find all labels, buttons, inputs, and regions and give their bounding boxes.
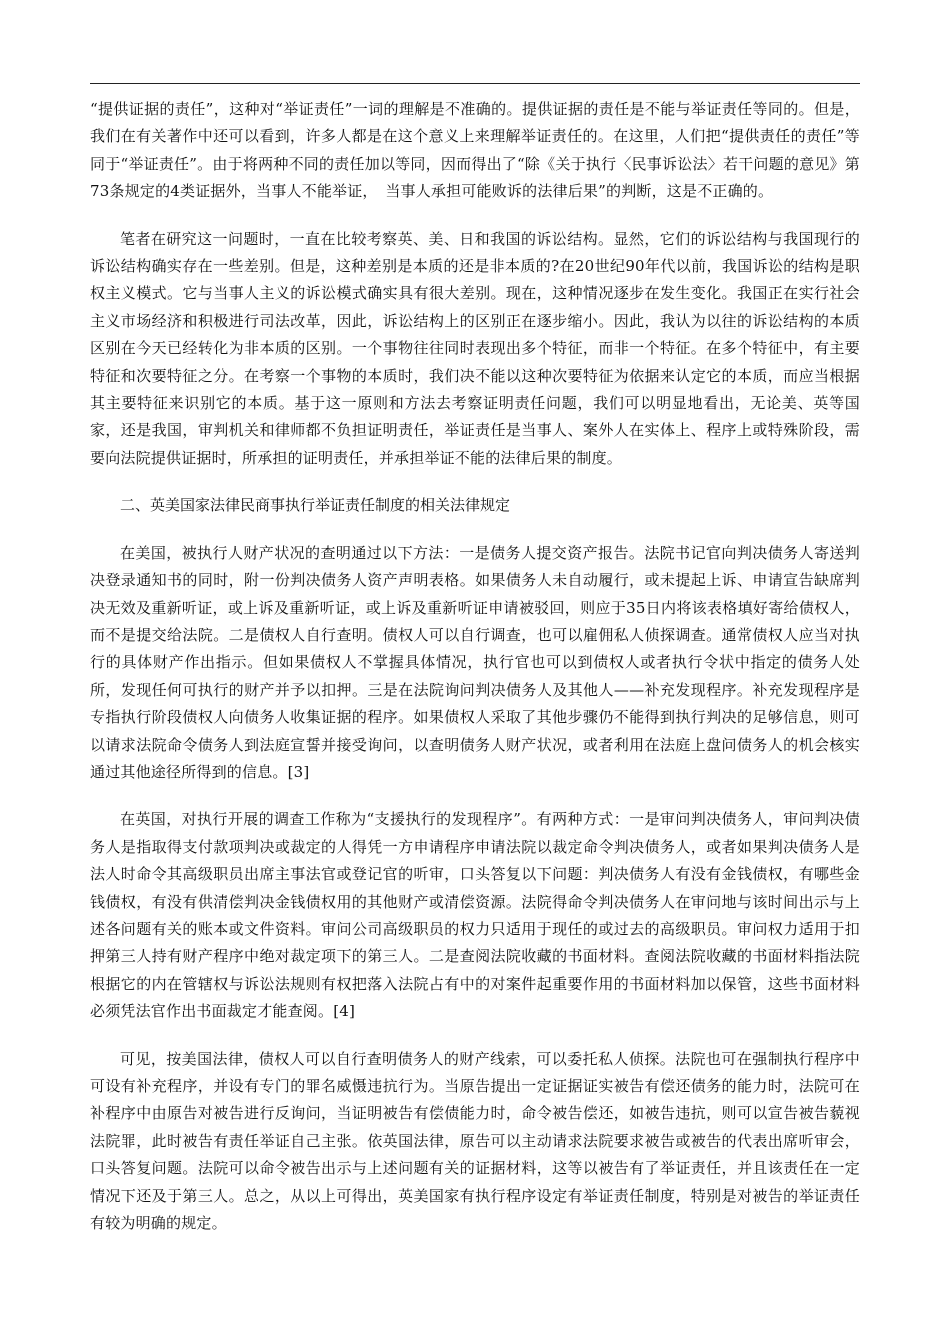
paragraph-2: 笔者在研究这一问题时，一直在比较考察英、美、日和我国的诉讼结构。显然，它们的诉讼结构与我国现行的诉讼结构确实存在一些差别。但是，这种差别是本质的还是非本质的?在20世纪90年代以前，我国诉讼的结构是职权主义模式。它与当事人主义的诉讼模式确实具有很大差别。现在，这种情况逐步在发生变化。我国正在实行社会主义市场经济和积极进行司法改革，因此，诉讼结构上的区别正在逐步缩小。因此，我认为以往的诉讼结构的本质区别在今天已经转化为非本质的区别。一个事物往往同时表现出多个特征，而非一个特征。在多个特征中，有主要特征和次要特征之分。在考察一个事物的本质时，我们决不能以这种次要特征为依据来认定它的本质，而应当根据其主要特征来识别它的本质。基于这一原则和方法去考察证明责任问题，我们可以明显地看出，无论美、英等国家，还是我国，审判机关和律师都不负担证明责任，举证责任是当事人、案外人在实体上、程序上或特殊阶段，需要向法院提供证据时，所承担的证明责任，并承担举证不能的法律后果的制度。 [90,229,860,467]
paragraph-5: 可见，按美国法律，债权人可以自行查明债务人的财产线索，可以委托私人侦探。法院也可在强制执行程序中可设有补充程序，并设有专门的罪名威慑违抗行为。当原告提出一定证据证实被告有偿还债务的能力时，法院可在补程序中由原告对被告进行反询问，当证明被告有偿债能力时，命令被告偿还，如被告违抗，则可以宣告被告藐视法院罪，此时被告有责任举证自己主张。依英国法律，原告可以主动请求法院要求被告或被告的代表出席听审会，口头答复问题。法院可以命令被告出示与上述问题有关的证据材料，这等以被告有了举证责任，并且该责任在一定情况下还及于第三人。总之，从以上可得出，英美国家有执行程序设定有举证责任制度，特别是对被告的举证责任有较为明确的规定。 [90,1049,860,1233]
paragraph-1: “提供证据的责任”，这种对“举证责任”一词的理解是不准确的。提供证据的责任是不能与举证责任等同的。但是，我们在有关著作中还可以看到，许多人都是在这个意义上来理解举证责任的。在这里，人们把“提供责任的责任”等同于“举证责任”。由于将两种不同的责任加以等同，因而得出了“除《关于执行〈民事诉讼法〉若干问题的意见》第73条规定的4类证据外，当事人不能举证， 当事人承担可能败诉的法律后果”的判断，这是不正确的。 [90,100,860,201]
header-rule [90,83,860,84]
paragraph-3: 在美国，被执行人财产状况的查明通过以下方法：一是债务人提交资产报告。法院书记官向判决债务人寄送判决登录通知书的同时，附一份判决债务人资产声明表格。如果债务人未自动履行，或未提起上诉、申请宣告缺席判决无效及重新听证，或上诉及重新听证，或上诉及重新听证申请被驳回，则应于35日内将该表格填好寄给债权人，而不是提交给法院。二是债权人自行查明。债权人可以自行调查，也可以雇佣私人侦探调查。通常债权人应当对执行的具体财产作出指示。但如果债权人不掌握具体情况，执行官也可以到债权人或者执行令状中指定的债务人处所，发现任何可执行的财产并予以扣押。三是在法院询问判决债务人及其他人——补充发现程序。补充发现程序是专指执行阶段债权人向债务人收集证据的程序。如果债权人采取了其他步骤仍不能得到执行判决的足够信息，则可以请求法院命令债务人到法庭宣誓并接受询问，以查明债务人财产状况，或者利用在法庭上盘问债务人的机会核实通过其他途径所得到的信息。[3] [90,543,860,781]
section-heading: 二、英美国家法律民商事执行举证责任制度的相关法律规定 [120,496,511,515]
paragraph-4: 在英国，对执行开展的调查工作称为“支援执行的发现程序”。有两种方式：一是审问判决债务人，审问判决债务人是指取得支付款项判决或裁定的人得凭一方申请程序申请法院以裁定命令判决债务人，或者如果判决债务人是法人时命令其高级职员出席主事法官或登记官的听审，口头答复以下问题：判决债务人有没有金钱债权，有哪些金钱债权，有没有供清偿判决金钱债权用的其他财产或清偿资源。法院得命令判决债务人在审问地与该时间出示与上述各问题有关的账本或文件资料。审问公司高级职员的权力只适用于现任的或过去的高级职员。审问权力适用于扣押第三人持有财产程序中绝对裁定项下的第三人。二是查阅法院收藏的书面材料。查阅法院收藏的书面材料指法院根据它的内在管辖权与诉讼法规则有权把落入法院占有中的对案件起重要作用的书面材料加以保管，这些书面材料必须凭法官作出书面裁定才能查阅。[4] [90,810,860,1021]
document-body [90,96,860,1257]
